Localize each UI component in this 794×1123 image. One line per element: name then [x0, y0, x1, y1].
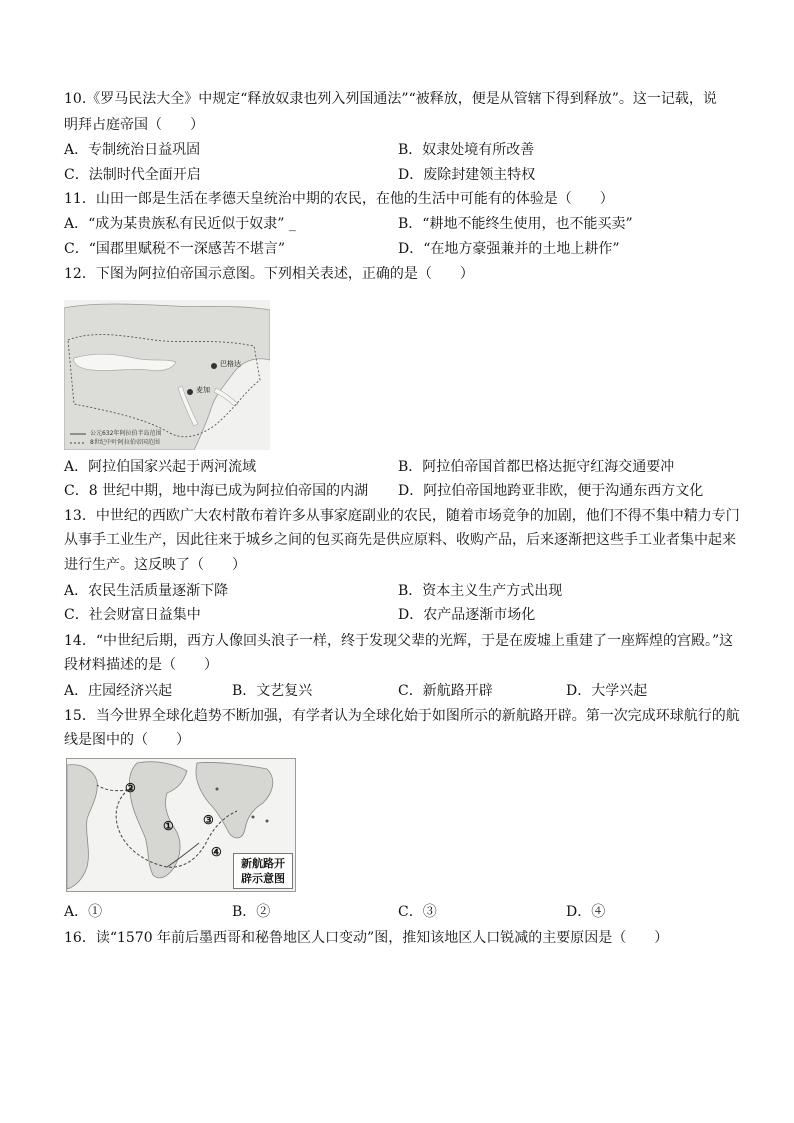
map-label-mecca: 麦加: [196, 386, 210, 394]
q11-option-b[interactable]: B．“耕地不能终生使用，也不能买卖”: [398, 216, 633, 232]
q14-option-a[interactable]: A．庄园经济兴起: [64, 683, 173, 699]
q11-option-d[interactable]: D．“在地方豪强兼并的土地上耕作”: [398, 241, 620, 257]
map-label-baghdad: 巴格达: [220, 360, 241, 368]
q15-stem-line2: 线是图中的（ ）: [64, 732, 190, 748]
q10-stem-line2: 明拜占庭帝国（ ）: [64, 117, 204, 133]
map-caption-line2: 辟示意图: [241, 872, 285, 885]
q11-stem-line1: 11．山田一郎是生活在孝德天皇统治中期的农民，在他的生活中可能有的体验是（ ）: [64, 191, 614, 207]
q13-option-a[interactable]: A．农民生活质量逐渐下降: [64, 583, 229, 599]
q15-option-c[interactable]: C．③: [398, 904, 437, 920]
q12-option-b[interactable]: B．阿拉伯帝国首都巴格达扼守红海交通要冲: [398, 459, 675, 475]
q13-stem-line1: 13．中世纪的西欧广大农村散布着许多从事家庭副业的农民，随着市场竞争的加剧，他们不得不集中精力专门: [64, 508, 740, 524]
mecca-marker: [187, 389, 193, 395]
q10-option-b[interactable]: B．奴隶处境有所改善: [398, 142, 535, 158]
q13-option-b[interactable]: B．资本主义生产方式出现: [398, 583, 563, 599]
map-caption-box: [233, 853, 293, 889]
route-marker-4: ④: [211, 845, 222, 859]
arab-empire-map: [64, 300, 270, 450]
q15-option-a[interactable]: A．①: [64, 904, 103, 920]
q12-stem-line1: 12．下图为阿拉伯帝国示意图。下列相关表述，正确的是（ ）: [64, 266, 474, 282]
q16-stem-line1: 16．读“1570 年前后墨西哥和秘鲁地区人口变动”图，推知该地区人口锐减的主要原因是（ ）: [64, 930, 669, 946]
q12-option-d[interactable]: D．阿拉伯帝国地跨亚非欧，便于沟通东西方文化: [398, 483, 704, 499]
q15-stem-line1: 15．当今世界全球化趋势不断加强，有学者认为全球化始于如图所示的新航路开辟。第一次完成环球航行的航: [64, 708, 740, 724]
q11-option-c[interactable]: C．“国郡里赋税不一深感苦不堪言”: [64, 241, 286, 257]
map-caption-line1: 新航路开: [241, 857, 285, 870]
q15-option-d[interactable]: D．④: [566, 904, 606, 920]
new-sea-route-map: [66, 758, 296, 892]
q14-option-c[interactable]: C．新航路开辟: [398, 683, 493, 699]
route-marker-2: ②: [125, 781, 136, 795]
q10-option-d[interactable]: D．废除封建领主特权: [398, 167, 536, 183]
q10-stem-line1: 10.《罗马民法大全》中规定“释放奴隶也列入列国通法”“被释放，便是从管辖下得到释放”。这一记载，说: [64, 91, 717, 107]
map-legend-line2: 8世纪中叶阿拉伯帝国范围: [90, 439, 160, 446]
q15-option-b[interactable]: B．②: [232, 904, 271, 920]
q11-option-a[interactable]: A．“成为某贵族私有民近似于奴隶” _: [64, 216, 296, 232]
route-marker-3: ③: [203, 813, 214, 827]
q13-stem-line3: 进行生产。这反映了（ ）: [64, 557, 246, 573]
route-marker-1: ①: [163, 819, 174, 833]
q10-option-a[interactable]: A．专制统治日益巩固: [64, 142, 201, 158]
q14-stem-line1: 14．“中世纪后期，西方人像回头浪子一样，终于发现父辈的光辉，于是在废墟上重建了一座辉煌的宫殿。”这: [64, 633, 734, 649]
q10-option-c[interactable]: C．法制时代全面开启: [64, 167, 201, 183]
q14-option-b[interactable]: B．文艺复兴: [232, 683, 313, 699]
q13-option-d[interactable]: D．农产品逐渐市场化: [398, 607, 536, 623]
q13-option-c[interactable]: C．社会财富日益集中: [64, 607, 201, 623]
map-legend-line1: 公元632年阿拉伯半岛范围: [90, 430, 162, 437]
q12-option-a[interactable]: A．阿拉伯国家兴起于两河流域: [64, 459, 257, 475]
arab-empire-map-drawing: [64, 300, 270, 450]
q13-stem-line2: 从事手工业生产，因此往来于城乡之间的包买商先是供应原料、收购产品，后来逐渐把这些手工业者集中起来: [64, 532, 736, 548]
q12-option-c[interactable]: C．8 世纪中期，地中海已成为阿拉伯帝国的内湖: [64, 483, 369, 499]
baghdad-marker: [211, 363, 217, 369]
q14-stem-line2: 段材料描述的是（ ）: [64, 657, 218, 673]
q14-option-d[interactable]: D．大学兴起: [566, 683, 648, 699]
